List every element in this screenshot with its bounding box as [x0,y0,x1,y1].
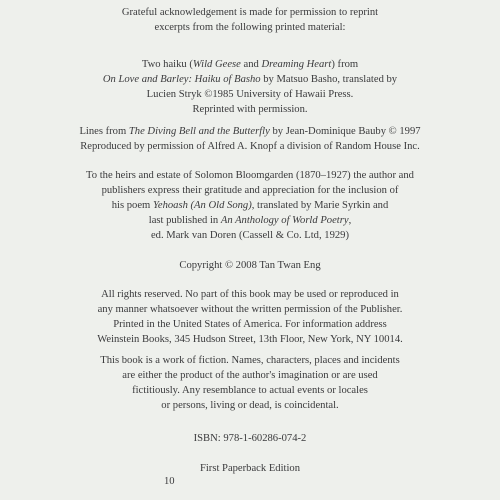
haiku-book-title: On Love and Barley: Haiku of Basho [102,74,261,85]
fiction-disclaimer-paragraph [0,353,500,413]
diving-bell-book-title: The Diving Bell and the Butterfly [128,126,270,137]
edition-text: First Paperback Edition [199,463,301,474]
heirs-credit-line: last published in An Anthology of World Poetry, [148,215,352,226]
haiku-title-dreaming-heart: Dreaming Heart [261,59,332,70]
haiku-credit-paragraph [0,57,500,117]
haiku-title-wild-geese: Wild Geese [192,59,241,70]
fiction-disclaimer-line: This book is a work of fiction. Names, characters, places and incidents [100,355,400,366]
heirs-credit-line: To the heirs and estate of Solomon Bloomgarden (1870–1927) the author and [86,170,414,181]
rights-paragraph [0,287,500,347]
acknowledgement-line: Grateful acknowledgement is made for permission to reprint [121,7,379,18]
haiku-credit-line: Reprinted with permission. [192,104,308,115]
acknowledgement-line: excerpts from the following printed material: [154,22,346,33]
heirs-credit-line: his poem Yehoash (An Old Song), translated by Marie Syrkin and [111,200,389,211]
rights-line: All rights reserved. No part of this book may be used or reproduced in [101,289,399,300]
isbn-text: ISBN: 978-1-60286-074-2 [193,433,307,444]
haiku-credit-line: Lucien Stryk ©1985 University of Hawaii Press. [146,89,354,100]
page-number: 10 [164,476,175,487]
rights-line: Weinstein Books, 345 Hudson Street, 13th Floor, New York, NY 10014. [97,334,403,345]
heirs-credit-line: publishers express their gratitude and appreciation for the inclusion of [101,185,399,196]
rights-line: any manner whatsoever without the written permission of the Publisher. [97,304,403,315]
heirs-credit-line: ed. Mark van Doren (Cassell & Co. Ltd, 1929) [150,230,349,241]
heirs-credit-paragraph [0,168,500,243]
fiction-disclaimer-line: are either the product of the author's imagination or are used [122,370,378,381]
poem-title: Yehoash (An Old Song) [152,200,252,211]
copyright-line: Copyright © 2008 Tan Twan Eng [179,260,321,271]
rights-line: Printed in the United States of America. For information address [113,319,387,330]
copyright-notice [0,258,500,273]
fiction-disclaimer-line: or persons, living or dead, is coincidental. [161,400,339,411]
diving-bell-credit-line: Lines from The Diving Bell and the Butterfly by Jean-Dominique Bauby © 1997 [79,126,421,137]
haiku-credit-line: On Love and Barley: Haiku of Basho by Matsuo Basho, translated by [102,74,398,85]
diving-bell-credit-line: Reproduced by permission of Alfred A. Knopf a division of Random House Inc. [80,141,420,152]
haiku-credit-line: Two haiku (Wild Geese and Dreaming Heart) from [141,59,359,70]
anthology-title: An Anthology of World Poetry [220,215,349,226]
edition-line [0,461,500,476]
fiction-disclaimer-line: fictitiously. Any resemblance to actual events or locales [132,385,368,396]
isbn-line [0,431,500,446]
diving-bell-credit-paragraph [0,124,500,154]
acknowledgement-paragraph [0,5,500,35]
